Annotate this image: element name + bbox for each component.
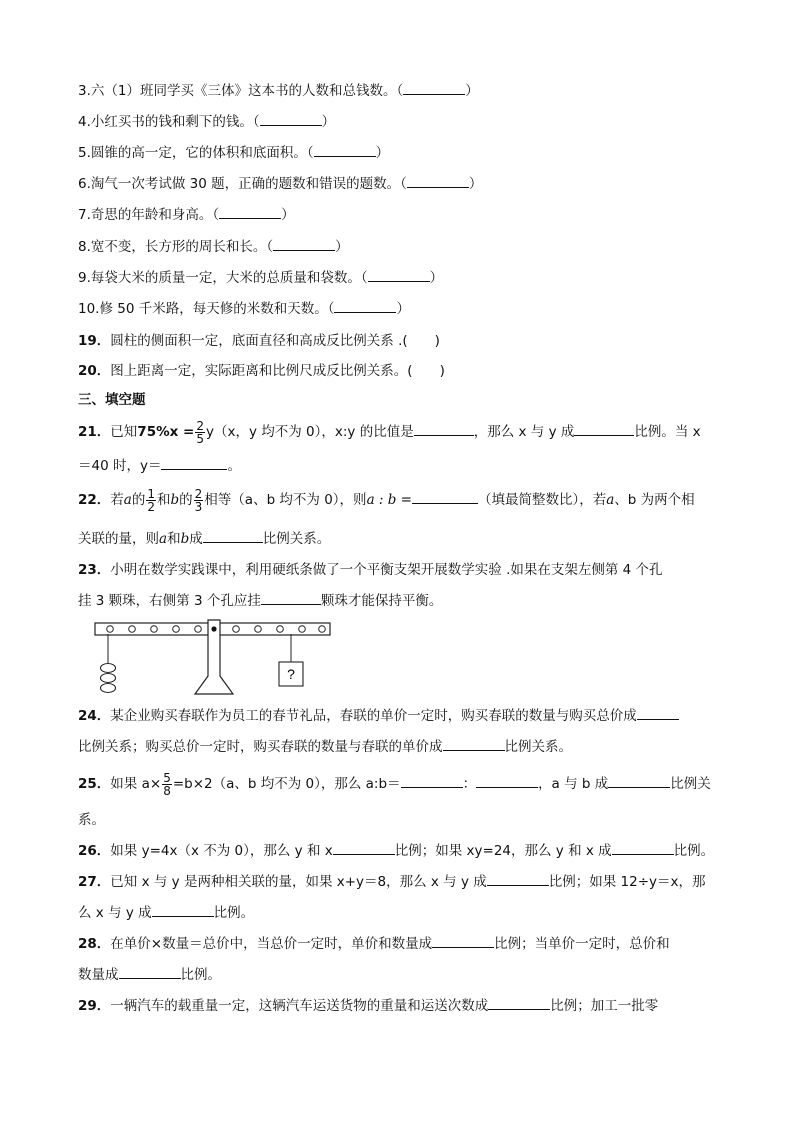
paren-close: ）	[429, 270, 444, 286]
item-6	[78, 174, 482, 194]
question-21	[78, 419, 701, 445]
text: 比例。	[180, 967, 221, 983]
question-24-cont	[78, 737, 572, 757]
question-21-cont	[78, 456, 241, 476]
answer-blank[interactable]	[487, 872, 549, 886]
variable-b: b	[170, 492, 180, 508]
paren-close: ）	[375, 145, 390, 161]
answer-blank[interactable]	[476, 774, 538, 788]
text: ，a 与 b 成	[538, 776, 609, 792]
question-number: 20．	[78, 363, 111, 379]
fraction-denominator: 8	[163, 783, 171, 798]
answer-blank[interactable]	[612, 841, 674, 855]
text: 某企业购买春联作为员工的春节礼品，春联的单价一定时，购买春联的数量与购买总价成	[110, 708, 637, 724]
item-10	[78, 299, 410, 319]
answer-blank[interactable]	[203, 529, 263, 543]
paren-close: ）	[321, 114, 336, 130]
text: ，那么 x 与 y 成	[473, 424, 575, 440]
question-24	[78, 706, 679, 726]
item-8-text: 8.宽不变，长方形的周长和长。（	[78, 239, 274, 255]
item-3	[78, 81, 479, 101]
text: 在单价×数量＝总价中，当总价一定时，单价和数量成	[110, 936, 433, 952]
question-28-cont	[78, 965, 221, 985]
text: 、b 为两个相	[614, 492, 695, 508]
fraction-numerator: 1	[147, 486, 155, 501]
answer-blank[interactable]	[161, 456, 227, 470]
question-19	[78, 331, 440, 351]
item-8	[78, 237, 349, 257]
text: 数量成	[78, 967, 119, 983]
text: 和	[167, 531, 181, 547]
text: 颗珠才能保持平衡。	[320, 593, 443, 609]
item-7	[78, 205, 295, 225]
question-number: 24．	[78, 708, 111, 724]
question-20	[78, 361, 445, 381]
answer-blank[interactable]	[152, 903, 214, 917]
fraction	[162, 772, 172, 797]
text: 比例关系。	[262, 531, 331, 547]
text: 比例；如果 xy=24，那么 y 和 x 成	[394, 843, 612, 859]
text: 比例；加工一批零	[550, 998, 659, 1014]
fraction	[146, 488, 156, 513]
answer-blank[interactable]	[334, 299, 396, 313]
paren-close: ）	[396, 301, 410, 317]
question-number: 29．	[78, 998, 111, 1014]
fraction-denominator: 3	[194, 499, 203, 514]
text: 系。	[78, 812, 105, 828]
item-7-text: 7.奇思的年龄和身高。（	[78, 207, 220, 223]
equation: 75%x =	[137, 424, 195, 440]
variable-a: a	[159, 531, 168, 547]
fraction-numerator: 2	[194, 486, 203, 501]
balance-diagram	[90, 616, 340, 700]
text: ：	[462, 776, 477, 792]
item-5	[78, 143, 389, 163]
fraction	[194, 488, 204, 513]
paren-close: ）	[465, 83, 479, 99]
section-title: 三、填空题	[78, 392, 146, 408]
text: 已知 x 与 y 是两种相关联的量，如果 x+y＝8，那么 x 与 y 成	[110, 874, 487, 890]
question-number: 19．	[78, 333, 111, 349]
answer-blank[interactable]	[401, 774, 463, 788]
answer-blank[interactable]	[637, 706, 679, 720]
text: 比例关	[670, 776, 711, 792]
text: 相等（a、b 均不为 0），则	[204, 492, 367, 508]
item-10-text: 10.修 50 千米路，每天修的米数和天数。（	[78, 301, 335, 317]
text: 比例。	[673, 843, 715, 859]
text: ＝40 时，y＝	[78, 458, 162, 474]
text: 。	[227, 458, 241, 474]
answer-blank[interactable]	[432, 934, 494, 948]
question-22-cont	[78, 529, 330, 549]
answer-blank[interactable]	[414, 422, 474, 436]
item-4	[78, 112, 335, 132]
text: 一辆汽车的载重量一定，这辆汽车运送货物的重量和运送次数成	[110, 998, 489, 1014]
text: 比例关系；购买总价一定时，购买春联的数量与春联的单价成	[78, 739, 443, 755]
text: 么 x 与 y 成	[78, 905, 152, 921]
text: 关联的量，则	[78, 531, 159, 547]
text: （填最简整数比），若	[478, 492, 607, 508]
answer-blank[interactable]	[608, 774, 670, 788]
text: 比例；当单价一定时，总价和	[494, 936, 670, 952]
text: =b×2（a、b 均不为 0），那么 a:b＝	[172, 776, 401, 792]
fraction-denominator: 5	[196, 431, 204, 446]
answer-blank[interactable]	[119, 965, 181, 979]
variable-b: b	[180, 531, 190, 547]
paren-close: ）	[335, 239, 349, 255]
variable-a: a	[123, 492, 132, 508]
fraction-numerator: 5	[163, 770, 171, 785]
answer-blank[interactable]	[488, 996, 550, 1010]
text: 如果 y=4x（x 不为 0），那么 y 和 x	[110, 843, 333, 859]
text: 如果 a×	[110, 776, 162, 792]
item-3-text: 3.六（1）班同学买《三体》这本书的人数和总钱数。（	[78, 83, 404, 99]
unknown-box-label: ?	[287, 666, 295, 682]
answer-blank[interactable]	[333, 841, 395, 855]
text: 小明在数学实践课中，利用硬纸条做了一个平衡支架开展数学实验 .如果在支架左侧第 4 个孔	[110, 562, 663, 578]
question-29	[78, 996, 658, 1016]
question-number: 21．	[78, 424, 111, 440]
fraction	[195, 420, 205, 445]
question-26	[78, 841, 714, 861]
question-25-cont	[78, 810, 105, 830]
question-20-text: 图上距离一定，实际距离和比例尺成反比例关系。( )	[110, 363, 445, 379]
text: 比例。	[213, 905, 255, 921]
item-5-text: 5.圆锥的高一定，它的体积和底面积。（	[78, 145, 314, 161]
answer-blank[interactable]	[219, 205, 281, 219]
question-23-cont	[78, 591, 442, 611]
answer-blank[interactable]	[403, 81, 465, 95]
text: 若	[110, 492, 124, 508]
question-25	[78, 770, 711, 798]
fraction-numerator: 2	[196, 418, 204, 433]
text: 比例；如果 12÷y＝x，那	[548, 874, 706, 890]
answer-blank[interactable]	[368, 268, 430, 282]
question-number: 28．	[78, 936, 111, 952]
text: 和	[157, 492, 171, 508]
question-27-cont	[78, 903, 254, 923]
text: 比例关系。	[504, 739, 572, 755]
question-number: 25．	[78, 776, 111, 792]
text: 已知	[110, 424, 138, 440]
text: 成	[189, 531, 203, 547]
text: 的	[179, 492, 193, 508]
answer-blank[interactable]	[260, 112, 322, 126]
text: 挂 3 颗珠，右侧第 3 个孔应挂	[78, 593, 261, 609]
question-number: 26．	[78, 843, 111, 859]
question-27	[78, 872, 706, 892]
text: y（x，y 均不为 0），x:y 的比值是	[205, 424, 414, 440]
item-9	[78, 268, 443, 288]
variable-a: a	[606, 492, 615, 508]
answer-blank[interactable]	[407, 174, 469, 188]
answer-blank[interactable]	[443, 737, 505, 751]
question-number: 27．	[78, 874, 111, 890]
item-6-text: 6.淘气一次考试做 30 题，正确的题数和错误的题数。（	[78, 176, 407, 192]
answer-blank[interactable]	[574, 422, 634, 436]
question-19-text: 圆柱的侧面积一定，底面直径和高成反比例关系 .( )	[110, 333, 440, 349]
paren-close: ）	[468, 176, 483, 192]
text: 的	[131, 492, 146, 508]
question-28	[78, 934, 670, 954]
ratio-expression: a : b =	[366, 492, 412, 508]
paren-close: ）	[281, 207, 295, 223]
answer-blank[interactable]	[314, 143, 376, 157]
question-number: 22．	[78, 492, 111, 508]
question-23	[78, 560, 663, 580]
answer-blank[interactable]	[261, 591, 321, 605]
answer-blank[interactable]	[273, 237, 335, 251]
fraction-denominator: 2	[147, 499, 155, 514]
item-9-text: 9.每袋大米的质量一定，大米的总质量和袋数。（	[78, 270, 368, 286]
question-22	[78, 486, 695, 514]
item-4-text: 4.小红买书的钱和剩下的钱。（	[78, 114, 260, 130]
question-number: 23．	[78, 562, 111, 578]
text: 比例。当 x	[634, 424, 701, 440]
answer-blank[interactable]	[412, 490, 478, 504]
